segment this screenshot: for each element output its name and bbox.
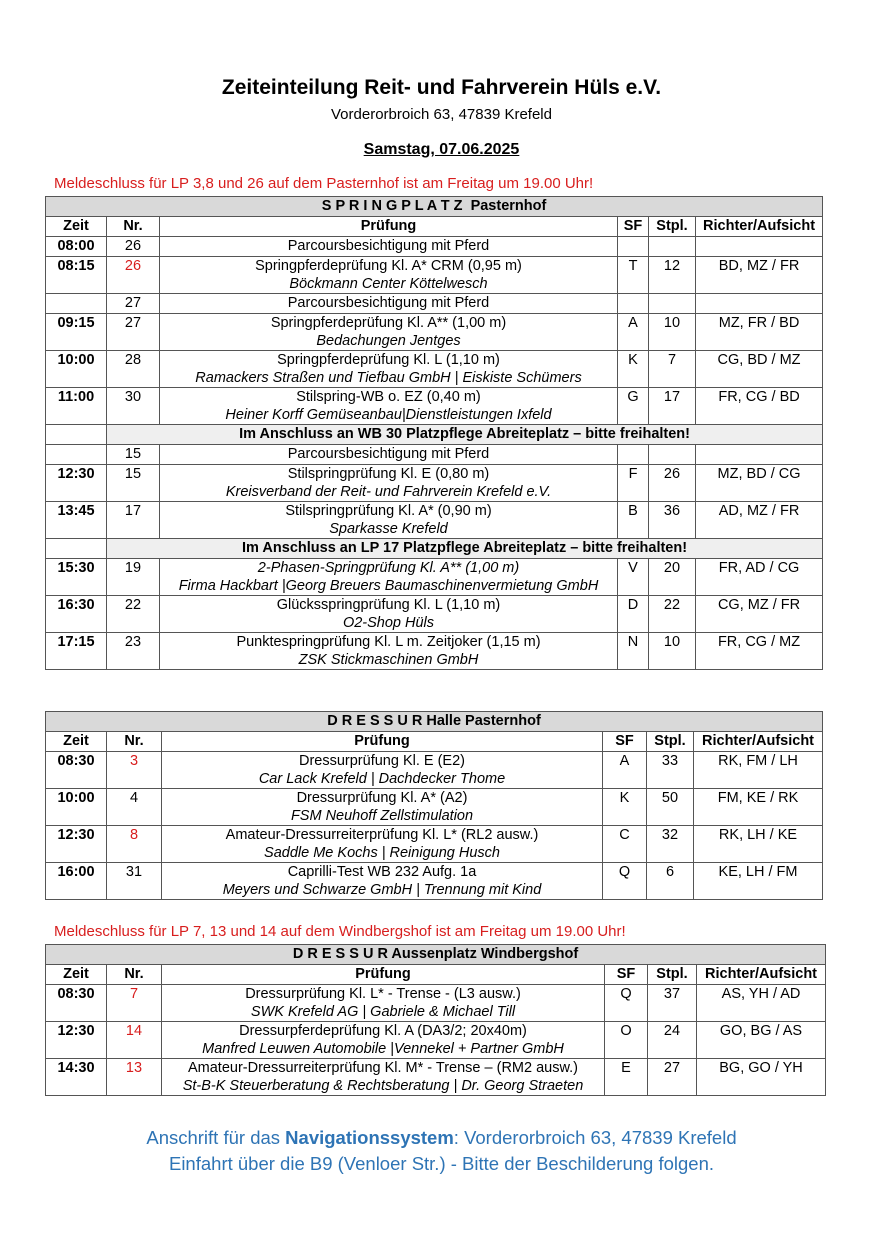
table-row: 10:00 28 Springpferdeprüfung Kl. L (1,10 m) Ramackers Straßen und Tiefbau GmbH | Eiskiste Schümers K 7 CG, BD / MZ <box>46 351 823 388</box>
table-row: 16:00 31 Caprilli-Test WB 232 Aufg. 1a Meyers und Schwarze GmbH | Trennung mit Kind Q 6 KE, LH / FM <box>46 863 823 900</box>
sponsor: Böckmann Center Köttelwesch <box>289 276 488 292</box>
col-zeit: Zeit <box>46 965 107 985</box>
entrance-directions: Einfahrt über die B9 (Venloer Str.) - Bitte der Beschilderung folgen. <box>168 1153 715 1174</box>
table-row: 12:30 8 Amateur-Dressurreiterprüfung Kl. L* (RL2 ausw.) Saddle Me Kochs | Reinigung Husch C 32 RK, LH / KE <box>46 826 823 863</box>
sponsor: Meyers und Schwarze GmbH | Trennung mit Kind <box>222 882 542 898</box>
table-row: 08:30 3 Dressurprüfung Kl. E (E2) Car Lack Krefeld | Dachdecker Thome A 33 RK, FM / LH <box>46 752 823 789</box>
table-row: 09:15 27 Springpferdeprüfung Kl. A** (1,00 m) Bedachungen Jentges A 10 MZ, FR / BD <box>46 314 823 351</box>
table-row: 15:30 19 2-Phasen-Springprüfung Kl. A** (1,00 m) Firma Hackbart |Georg Breuers Baumaschinenvermietung GmbH V 20 FR, AD / CG <box>46 559 823 596</box>
col-pruefung: Prüfung <box>162 732 603 752</box>
col-nr: Nr. <box>107 217 160 237</box>
col-richter: Richter/Aufsicht <box>697 965 826 985</box>
table-row: 12:30 14 Dressurpferdeprüfung Kl. A (DA3/2; 20x40m) Manfred Leuwen Automobile |Vennekel + Partner GmbH O 24 GO, BG / AS <box>46 1022 826 1059</box>
table-row: 08:15 26 Springpferdeprüfung Kl. A* CRM (0,95 m) Böckmann Center Köttelwesch T 12 BD, MZ / FR <box>46 257 823 294</box>
col-richter: Richter/Aufsicht <box>694 732 823 752</box>
deadline-notice-pasternhof: Meldeschluss für LP 3,8 und 26 auf dem Pasternhof ist am Freitag um 19.00 Uhr! <box>54 175 594 192</box>
column-header-row <box>46 217 823 237</box>
col-zeit: Zeit <box>46 732 107 752</box>
page-title: Zeiteinteilung Reit- und Fahrverein Hüls e.V. <box>221 76 662 99</box>
event-date: Samstag, 07.06.2025 <box>363 141 520 158</box>
table-row: 27 Parcoursbesichtigung mit Pferd <box>46 294 823 314</box>
sponsor: SWK Krefeld AG | Gabriele & Michael Till <box>250 1004 516 1020</box>
column-header-row <box>46 732 823 752</box>
sponsor: Kreisverband der Reit- und Fahrverein Krefeld e.V. <box>225 484 552 500</box>
col-richter: Richter/Aufsicht <box>696 217 823 237</box>
col-sf: SF <box>618 217 649 237</box>
column-header-row <box>46 965 826 985</box>
sponsor: FSM Neuhoff Zellstimulation <box>290 808 474 824</box>
sponsor: Firma Hackbart |Georg Breuers Baumaschinenvermietung GmbH <box>178 578 599 594</box>
sponsor: Car Lack Krefeld | Dachdecker Thome <box>258 771 506 787</box>
dressur-aussen-banner: D R E S S U R Aussenplatz Windbergshof <box>46 945 826 965</box>
springplatz-banner: S P R I N G P L A T Z Pasternhof <box>46 197 823 217</box>
col-stpl: Stpl. <box>649 217 696 237</box>
col-stpl: Stpl. <box>647 732 694 752</box>
deadline-notice-windbergshof: Meldeschluss für LP 7, 13 und 14 auf dem Windbergshof ist am Freitag um 19.00 Uhr! <box>54 923 626 940</box>
table-row: 11:00 30 Stilspring-WB o. EZ (0,40 m) Heiner Korff Gemüseanbau|Dienstleistungen Ixfeld G 17 FR, CG / BD <box>46 388 823 425</box>
col-nr: Nr. <box>107 732 162 752</box>
dressur-halle-banner: D R E S S U R Halle Pasternhof <box>46 712 823 732</box>
col-sf: SF <box>603 732 647 752</box>
col-zeit: Zeit <box>46 217 107 237</box>
table-row: 10:00 4 Dressurprüfung Kl. A* (A2) FSM Neuhoff Zellstimulation K 50 FM, KE / RK <box>46 789 823 826</box>
table-row: 08:00 26 Parcoursbesichtigung mit Pferd <box>46 237 823 257</box>
venue-address: Vorderorbroich 63, 47839 Krefeld <box>331 106 552 123</box>
sponsor: Bedachungen Jentges <box>316 333 461 349</box>
sponsor: Sparkasse Krefeld <box>329 521 448 537</box>
sponsor: O2-Shop Hüls <box>342 615 435 631</box>
sponsor: Saddle Me Kochs | Reinigung Husch <box>264 845 500 861</box>
note-row <box>46 425 823 445</box>
dressur-aussen-table <box>45 944 826 1096</box>
sponsor: Manfred Leuwen Automobile |Vennekel + Partner GmbH <box>202 1041 564 1057</box>
sponsor: Ramackers Straßen und Tiefbau GmbH | Eiskiste Schümers <box>195 370 582 386</box>
table-row: 12:30 15 Stilspringprüfung Kl. E (0,80 m) Kreisverband der Reit- und Fahrverein Krefeld e.V. F 26 MZ, BD / CG <box>46 465 823 502</box>
col-stpl: Stpl. <box>648 965 697 985</box>
note-row <box>46 539 823 559</box>
dressur-halle-table <box>45 711 823 900</box>
springplatz-table <box>45 196 823 670</box>
platzpflege-note: Im Anschluss an WB 30 Platzpflege Abreiteplatz – bitte freihalten! <box>107 425 823 445</box>
table-row: 14:30 13 Amateur-Dressurreiterprüfung Kl. M* - Trense – (RM2 ausw.) St-B-K Steuerberatung & Rechtsberatung | Dr. Georg Straeten E 27 BG, GO / YH <box>46 1059 826 1096</box>
sponsor: Heiner Korff Gemüseanbau|Dienstleistungen Ixfeld <box>225 407 552 423</box>
table-row: 17:15 23 Punktespringprüfung Kl. L m. Zeitjoker (1,15 m) ZSK Stickmaschinen GmbH N 10 FR, CG / MZ <box>46 633 823 670</box>
table-row: 16:30 22 Glücksspringprüfung Kl. L (1,10 m) O2-Shop Hüls D 22 CG, MZ / FR <box>46 596 823 633</box>
sponsor: ZSK Stickmaschinen GmbH <box>298 652 479 668</box>
table-row: 13:45 17 Stilspringprüfung Kl. A* (0,90 m) Sparkasse Krefeld B 36 AD, MZ / FR <box>46 502 823 539</box>
col-pruefung: Prüfung <box>162 965 605 985</box>
col-sf: SF <box>605 965 648 985</box>
col-nr: Nr. <box>107 965 162 985</box>
platzpflege-note: Im Anschluss an LP 17 Platzpflege Abreiteplatz – bitte freihalten! <box>107 539 823 559</box>
sponsor: St-B-K Steuerberatung & Rechtsberatung | Dr. Georg Straeten <box>182 1078 584 1094</box>
table-row: 15 Parcoursbesichtigung mit Pferd <box>46 445 823 465</box>
table-row: 08:30 7 Dressurprüfung Kl. L* - Trense - (L3 ausw.) SWK Krefeld AG | Gabriele & Michael Till Q 37 AS, YH / AD <box>46 985 826 1022</box>
col-pruefung: Prüfung <box>160 217 618 237</box>
navigation-address: Anschrift für das Navigationssystem: Vorderorbroich 63, 47839 Krefeld <box>146 1127 737 1148</box>
